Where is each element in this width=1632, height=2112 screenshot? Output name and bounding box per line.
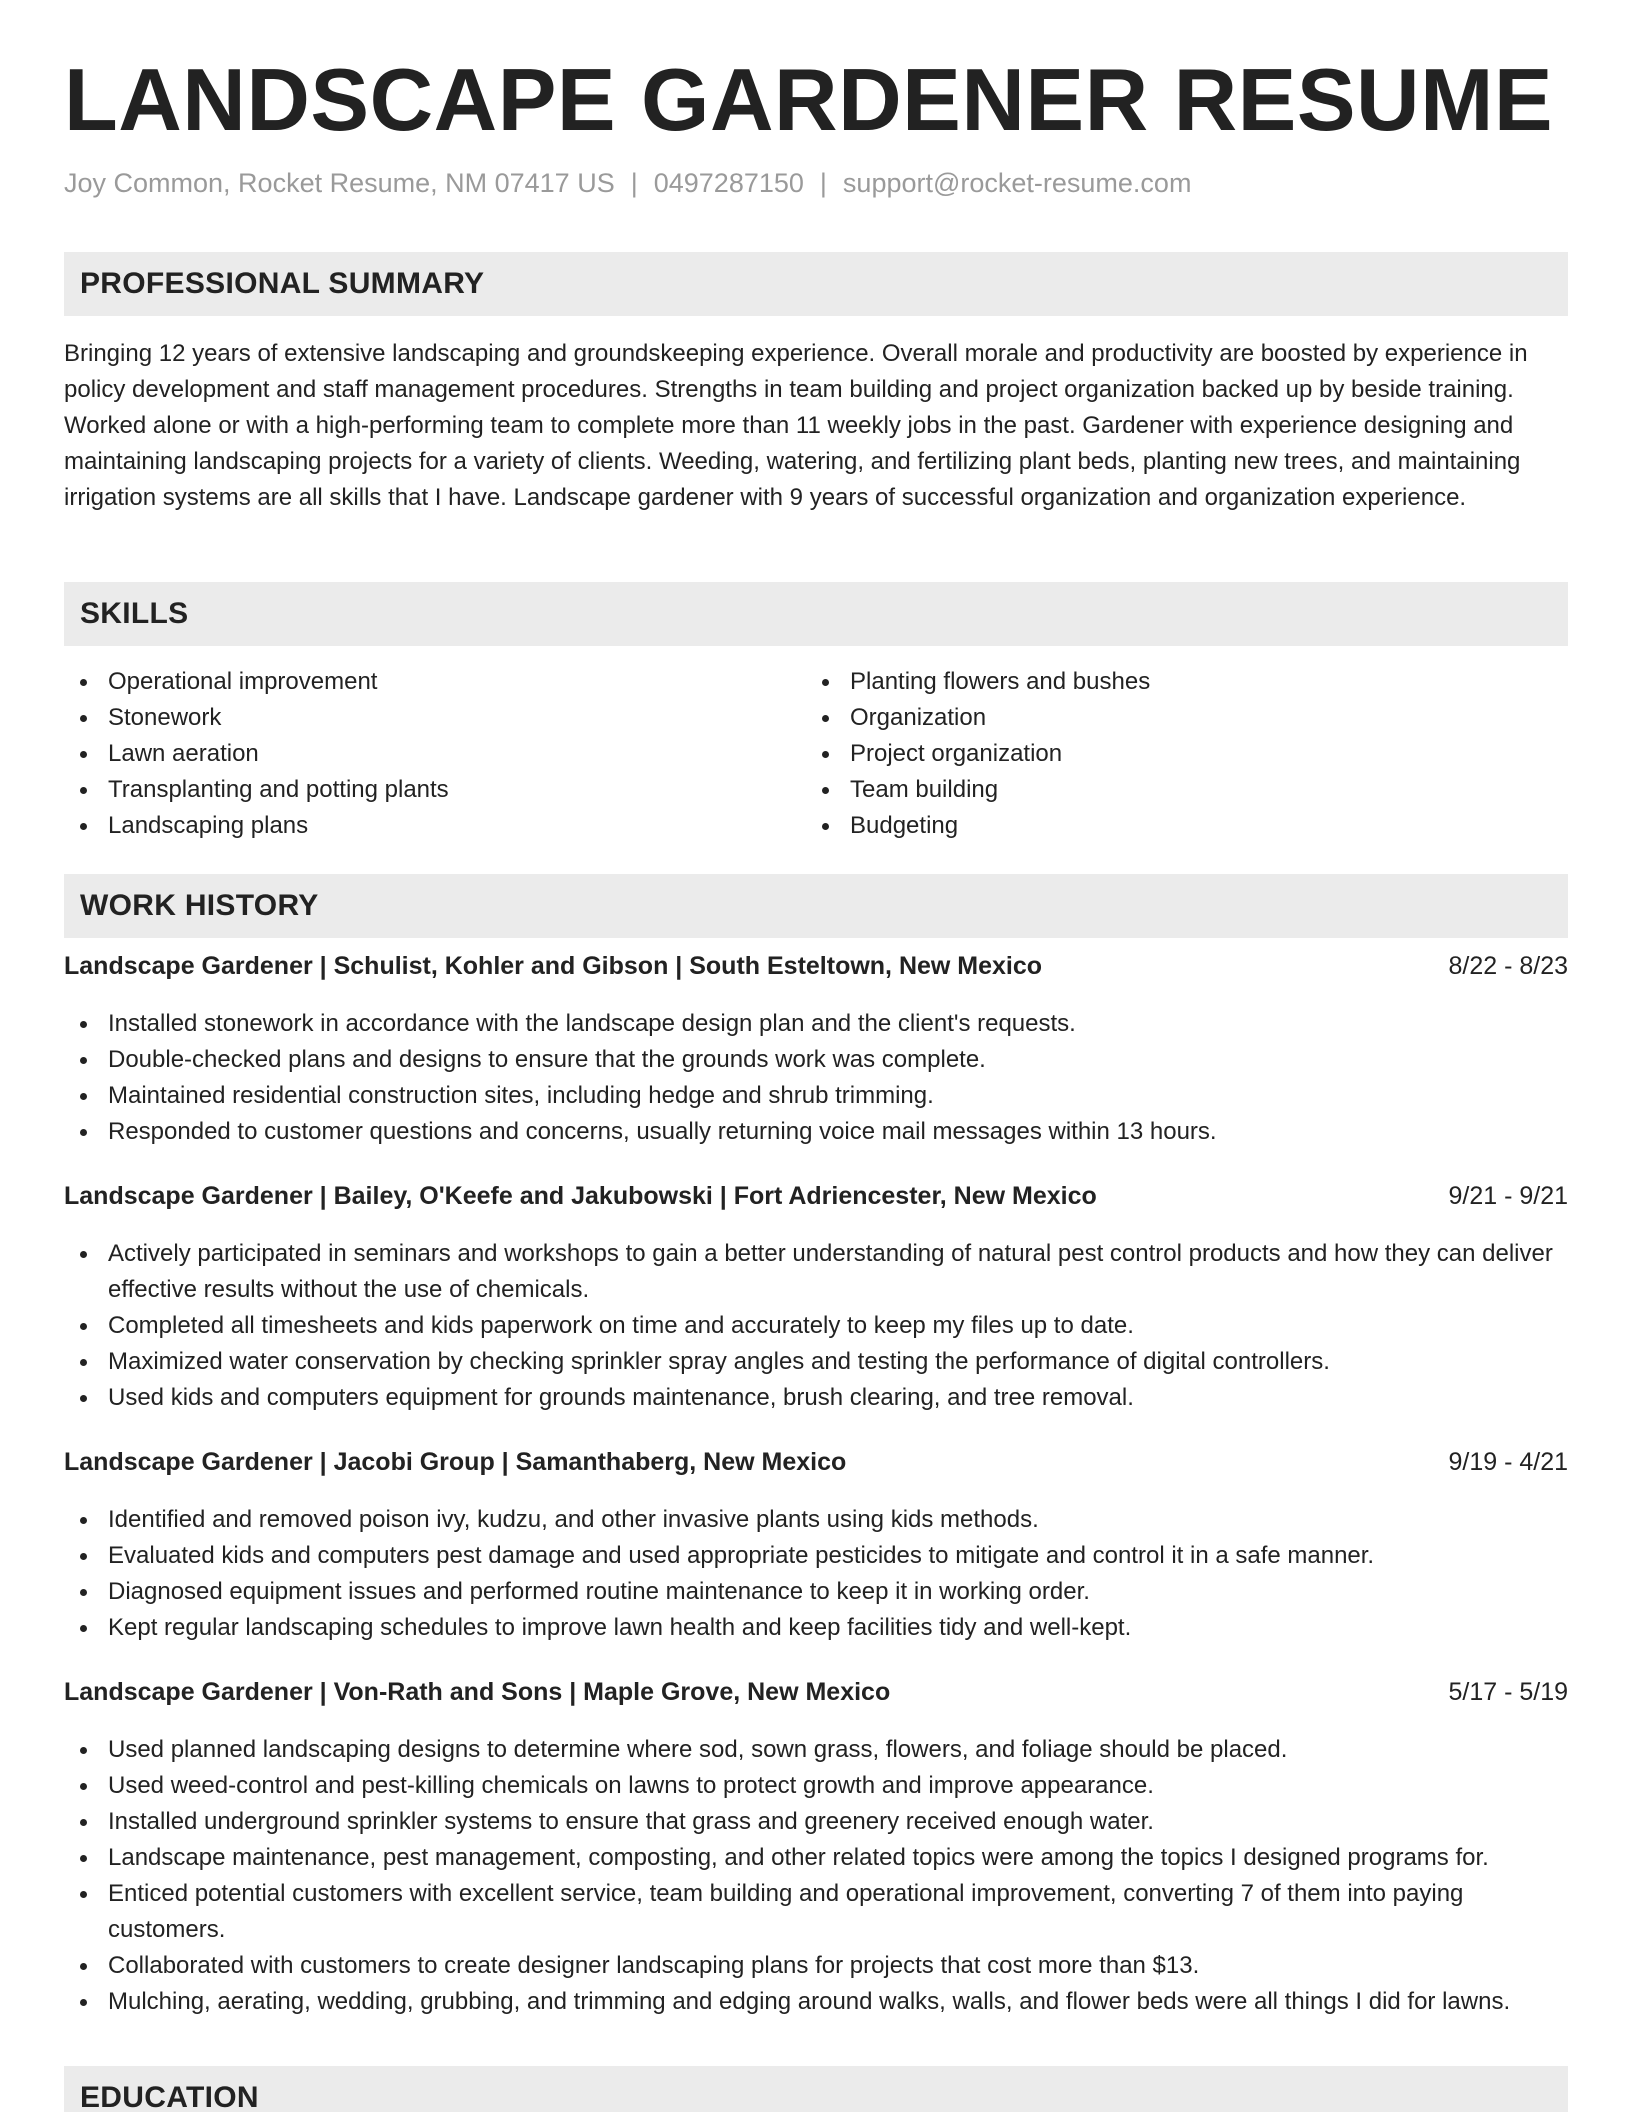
job-title: Landscape Gardener | Bailey, O'Keefe and Jakubowski | Fort Adriencester, New Mexico	[64, 1182, 1097, 1210]
job-bullet: Mulching, aerating, wedding, grubbing, and trimming and edging around walks, walls, and flower beds were all things I did for lawns.	[64, 1984, 1568, 2020]
job-bullet: Double-checked plans and designs to ensure that the grounds work was complete.	[64, 1042, 1568, 1078]
contact-phone: 0497287150	[653, 168, 804, 198]
job-dates: 8/22 - 8/23	[1448, 952, 1568, 980]
skill-item: Team building	[806, 772, 1548, 808]
skills-column-right	[806, 664, 1548, 844]
work-section-header	[64, 874, 1568, 938]
education-section-header	[64, 2066, 1568, 2112]
summary-text: Bringing 12 years of extensive landscaping and groundskeeping experience. Overall morale and productivity are boosted by experience in policy development and staff management procedures. Strengths in team building and project organization backed up by beside training. Worked alone or with a high-performing team to complete more than 11 weekly jobs in the past. Gardener with experience designing and maintaining landscaping projects for a variety of clients. Weeding, watering, and fertilizing plant beds, planting new trees, and maintaining irrigation systems are all skills that I have. Landscape gardener with 9 years of successful organization and organization experience.	[64, 340, 1528, 511]
skill-item: Stonework	[64, 700, 806, 736]
job-header	[64, 952, 1568, 996]
contact-separator: |	[819, 168, 827, 198]
job-bullet: Maintained residential construction sites, including hedge and shrub trimming.	[64, 1078, 1568, 1114]
job-bullets	[64, 1006, 1568, 1150]
job-dates: 9/19 - 4/21	[1448, 1448, 1568, 1476]
skill-item: Organization	[806, 700, 1548, 736]
contact-line	[64, 168, 1191, 199]
skills-heading: SKILLS	[80, 597, 189, 630]
job-title: Landscape Gardener | Schulist, Kohler and Gibson | South Esteltown, New Mexico	[64, 952, 1043, 980]
skill-item: Project organization	[806, 736, 1548, 772]
summary-section-header	[64, 252, 1568, 316]
skill-item: Operational improvement	[64, 664, 806, 700]
job-bullet: Used kids and computers equipment for grounds maintenance, brush clearing, and tree removal.	[64, 1380, 1568, 1416]
job-bullet: Enticed potential customers with excellent service, team building and operational improvement, converting 7 of them into paying customers.	[64, 1876, 1568, 1948]
resume-title: LANDSCAPE GARDENER RESUME	[64, 50, 1554, 149]
job-bullet: Actively participated in seminars and workshops to gain a better understanding of natural pest control products and how they can deliver effective results without the use of chemicals.	[64, 1236, 1568, 1308]
job-header	[64, 1182, 1568, 1226]
job-bullet: Maximized water conservation by checking sprinkler spray angles and testing the performance of digital controllers.	[64, 1344, 1568, 1380]
job-bullet: Kept regular landscaping schedules to improve lawn health and keep facilities tidy and well-kept.	[64, 1610, 1568, 1646]
job-dates: 5/17 - 5/19	[1448, 1678, 1568, 1706]
job-bullet: Installed stonework in accordance with the landscape design plan and the client's requests.	[64, 1006, 1568, 1042]
job-bullets	[64, 1236, 1568, 1416]
contact-separator: |	[630, 168, 638, 198]
job-entry	[64, 952, 1568, 1150]
work-history-list	[64, 952, 1568, 2052]
job-bullets	[64, 1502, 1568, 1646]
work-heading: WORK HISTORY	[80, 889, 319, 922]
job-header	[64, 1678, 1568, 1722]
job-bullet: Diagnosed equipment issues and performed routine maintenance to keep it in working order.	[64, 1574, 1568, 1610]
job-bullet: Identified and removed poison ivy, kudzu, and other invasive plants using kids methods.	[64, 1502, 1568, 1538]
job-title: Landscape Gardener | Von-Rath and Sons | Maple Grove, New Mexico	[64, 1678, 891, 1706]
skill-item: Transplanting and potting plants	[64, 772, 806, 808]
job-bullet: Installed underground sprinkler systems to ensure that grass and greenery received enough water.	[64, 1804, 1568, 1840]
skills-section-header	[64, 582, 1568, 646]
job-title: Landscape Gardener | Jacobi Group | Samanthaberg, New Mexico	[64, 1448, 847, 1476]
education-heading: EDUCATION	[80, 2081, 259, 2112]
job-bullet: Used weed-control and pest-killing chemicals on lawns to protect growth and improve appearance.	[64, 1768, 1568, 1804]
job-entry	[64, 1448, 1568, 1646]
skill-item: Planting flowers and bushes	[806, 664, 1548, 700]
job-entry	[64, 1678, 1568, 2020]
job-bullet: Landscape maintenance, pest management, composting, and other related topics were among the topics I designed programs for.	[64, 1840, 1568, 1876]
skills-column-left	[64, 664, 806, 844]
summary-heading: PROFESSIONAL SUMMARY	[80, 267, 485, 300]
skill-item: Landscaping plans	[64, 808, 806, 844]
job-header	[64, 1448, 1568, 1492]
job-bullet: Responded to customer questions and concerns, usually returning voice mail messages within 13 hours.	[64, 1114, 1568, 1150]
skill-item: Lawn aeration	[64, 736, 806, 772]
job-bullet: Completed all timesheets and kids paperwork on time and accurately to keep my files up to date.	[64, 1308, 1568, 1344]
job-entry	[64, 1182, 1568, 1416]
skill-item: Budgeting	[806, 808, 1548, 844]
job-bullet: Collaborated with customers to create designer landscaping plans for projects that cost more than $13.	[64, 1948, 1568, 1984]
job-bullet: Evaluated kids and computers pest damage and used appropriate pesticides to mitigate and control it in a safe manner.	[64, 1538, 1568, 1574]
job-bullet: Used planned landscaping designs to determine where sod, sown grass, flowers, and foliage should be placed.	[64, 1732, 1568, 1768]
contact-address: Joy Common, Rocket Resume, NM 07417 US	[64, 168, 615, 198]
job-dates: 9/21 - 9/21	[1448, 1182, 1568, 1210]
job-bullets	[64, 1732, 1568, 2020]
contact-email[interactable]: support@rocket-resume.com	[842, 168, 1192, 198]
skills-list	[64, 664, 1568, 844]
